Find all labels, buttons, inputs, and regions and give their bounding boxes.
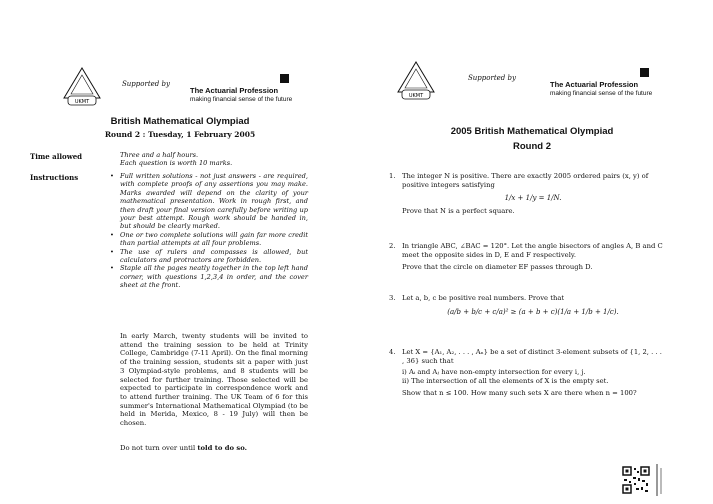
watermark-mark (654, 462, 664, 498)
problem-1-equation: 1/x + 1/y = 1/N. (504, 194, 562, 202)
sponsor-tagline-right: making financial sense of the future (550, 90, 653, 97)
instruction-item: • One or two complete solutions will gain far more credit than partial attempts at all four problems. (120, 231, 308, 248)
qr-code-icon (622, 466, 650, 494)
time-allowed-label: Time allowed (30, 152, 83, 161)
left-title: British Mathematical Olympiad (110, 116, 250, 127)
sponsor-tagline: making financial sense of the future (190, 96, 293, 103)
training-paragraph: In early March, twenty students will be invited to attend the training session to be held at Trinity College, Cambridge (7-11 April). On the final morning of the training session, students sit a paper with just 3 Olympiad-style problems, and 8 students will be selected for further training. Those selected will be expected to participate in correspondence work and to attend further training. The UK Team of 6 for this summer's International Mathematical Olympiad (to be held in Merida, Mexico, 8 - 19 July) will then be chosen. (120, 332, 308, 428)
final-instruction: Do not turn over until told to do so. (120, 444, 248, 452)
problem-4: 4. Let X = {A₁, A₂, . . . , Aₙ} be a set of distinct 3-element subsets of {1, 2, . . . , 36} such that i) Aᵢ and Aⱼ have non-empty intersection for every i, j. ii) The intersection of all the elements of X is the empty set. Show that n ≤ 100. How many such sets X are there when n = 100? (389, 348, 662, 397)
logo-bottom-text: UKMT (74, 99, 90, 105)
time-allowed-text: Three and a half hours. Each question is worth 10 marks. (120, 151, 233, 168)
supported-by-label-right: Supported by (468, 74, 516, 82)
instructions-list (120, 172, 308, 290)
bmo-ukmt-logo (62, 66, 102, 106)
actuarial-logo-square (280, 74, 289, 83)
problem-3-equation: (a/b + b/c + c/a)² ≥ (a + b + c)(1/a + 1/b + 1/c). (447, 308, 619, 316)
bmo-ukmt-logo-right (396, 60, 436, 100)
instructions-label: Instructions (30, 173, 79, 182)
problem-1: 1. The integer N is positive. There are exactly 2005 ordered pairs (x, y) of positive integers satisfying 1/x + 1/y = 1/N. Prove that N is a perfect square. (402, 172, 664, 216)
problem-3: 3. Let a, b, c be positive real numbers. Prove that (a/b + b/c + c/a)² ≥ (a + b + c)(1/a + 1/b + 1/c). (402, 294, 664, 317)
actuarial-logo-square-right (640, 68, 649, 77)
instruction-item: • Staple all the pages neatly together in the top left hand corner, with questions 1,2,3,4 in order, and the cover sheet at the front. (120, 264, 308, 289)
right-title: 2005 British Mathematical Olympiad (450, 126, 614, 137)
instruction-item: • The use of rulers and compasses is allowed, but calculators and protractors are forbidden. (120, 248, 308, 265)
left-round: Round 2 : Tuesday, 1 February 2005 (104, 130, 256, 139)
right-round: Round 2 (513, 141, 551, 152)
supported-by-label: Supported by (122, 80, 170, 88)
logo-bottom-text-right: UKMT (408, 93, 424, 99)
sponsor-name: The Actuarial Profession (190, 86, 279, 95)
instruction-item: • Full written solutions - not just answers - are required, with complete proofs of any assertions you may make. Marks awarded will depend on the clarity of your mathematical presentation. Work in rough first, and then draft your final version carefully before writing up your best attempt. Rough work should be handed in, but should be clearly marked. (120, 172, 308, 231)
problem-2: 2. In triangle ABC, ∠BAC = 120°. Let the angle bisectors of angles A, B and C meet the opposite sides in D, E and F respectively. Prove that the circle on diameter EF passes through D. (389, 242, 663, 271)
sponsor-name-right: The Actuarial Profession (550, 80, 639, 89)
